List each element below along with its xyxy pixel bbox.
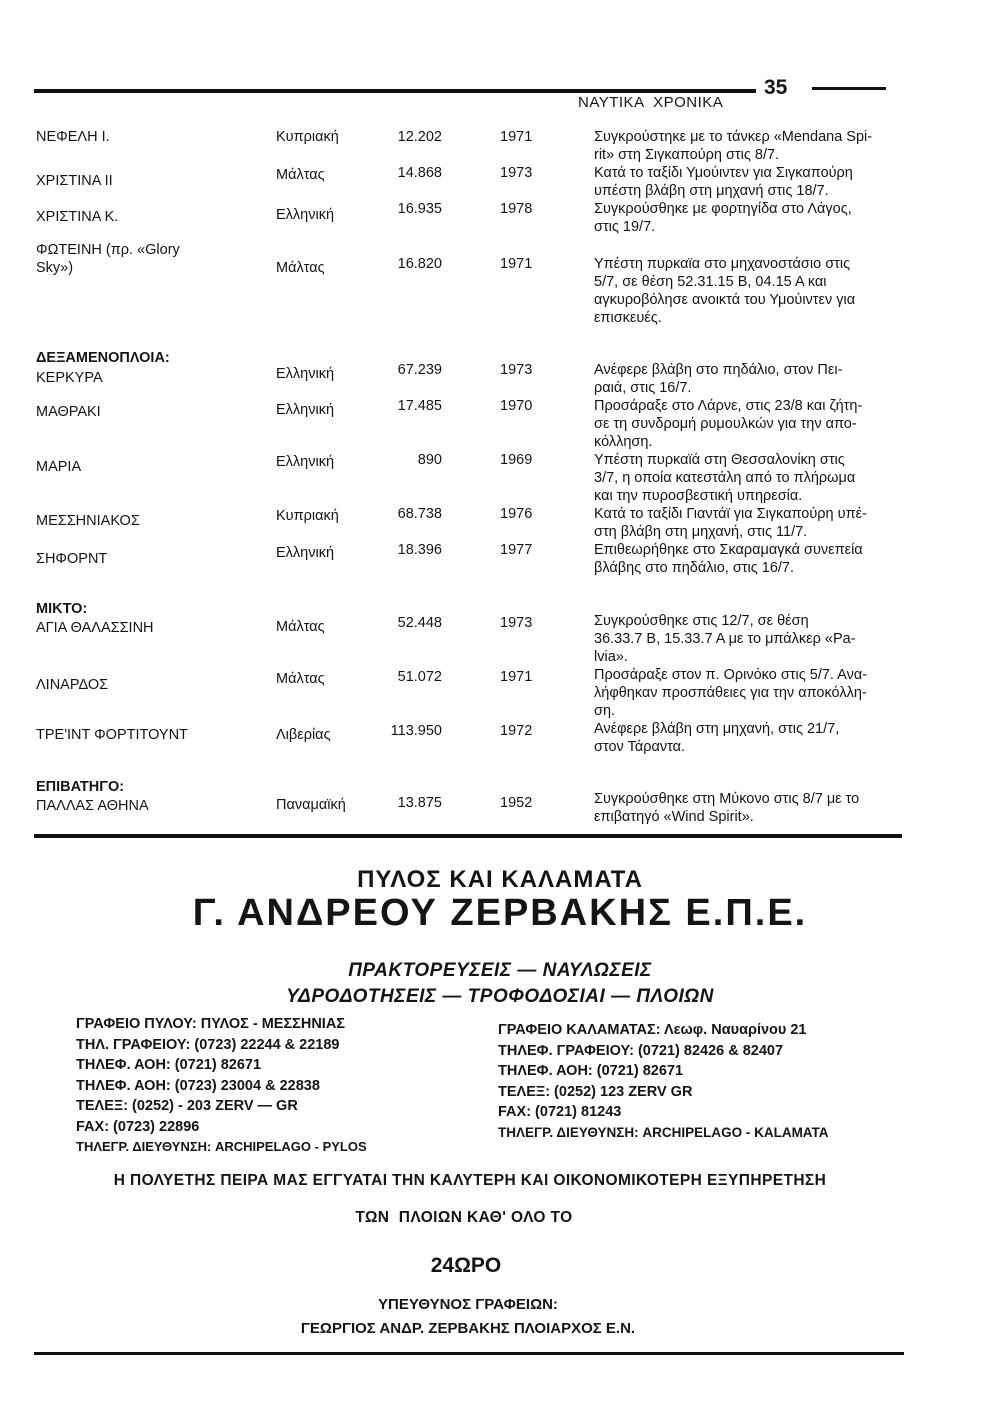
note-line: Κατά το ταξίδι Υμούιντεν για Σιγκαπούρη	[594, 165, 853, 181]
ship-year: 1973	[500, 165, 533, 181]
note-line: Συγκρούσθηκε στις 12/7, σε θέση	[594, 613, 809, 629]
note-line: στον Τάραντα.	[594, 739, 686, 755]
ship-name: ΜΑΡΙΑ	[36, 459, 82, 475]
note-line: Υπέστη πυρκαϊά στη Θεσσαλονίκη στις	[594, 452, 845, 468]
ship-flag: Κυπριακή	[276, 508, 339, 524]
ship-year: 1971	[500, 256, 533, 272]
ship-flag: Ελληνική	[276, 366, 335, 382]
note-line: rit» στη Σιγκαπούρη στις 8/7.	[594, 147, 780, 163]
ship-year: 1978	[500, 201, 533, 217]
ship-year: 1971	[500, 129, 533, 145]
incident-note	[594, 164, 894, 200]
note-line: επιβατηγό «Wind Spirit».	[594, 809, 754, 825]
note-line: σε τη συνδρομή ρυμουλκών για την απο-	[594, 416, 857, 432]
note-line: Προσάραξε στο Λάρνε, στις 23/8 και ζήτη-	[594, 398, 863, 414]
note-line: 36.33.7 Β, 15.33.7 Α με το μπάλκερ «Pa-	[594, 631, 856, 647]
ship-tonnage: 17.485	[397, 398, 442, 414]
ship-flag: Λιβερίας	[276, 727, 331, 743]
ship-name: ΝΕΦΕΛΗ Ι.	[36, 129, 110, 145]
incident-note	[594, 541, 894, 577]
note-line: κόλληση.	[594, 434, 653, 450]
office-line: ΤΗΛΕΓΡ. ΔΙΕΥΘΥΝΣΗ: ARCHIPELAGO - PYLOS	[76, 1139, 367, 1154]
office-line: ΤΗΛΕΦ. ΑΟΗ: (0723) 23004 & 22838	[76, 1077, 320, 1094]
note-line: και την πυροσβεστική υπηρεσία.	[594, 488, 803, 504]
ship-flag: Ελληνική	[276, 207, 335, 223]
ship-flag: Μάλτας	[276, 671, 325, 687]
incident-note	[594, 255, 894, 327]
pylos-office	[76, 1014, 367, 1158]
incident-note	[594, 790, 894, 826]
ship-flag: Ελληνική	[276, 545, 335, 561]
office-line: FAX: (0723) 22896	[76, 1118, 200, 1135]
ship-year: 1972	[500, 723, 533, 739]
note-line: λήφθηκαν προσπάθειες για την αποκόλλη-	[594, 685, 867, 701]
incident-note	[594, 361, 894, 397]
ship-year: 1971	[500, 669, 533, 685]
section-heading-tankers: ΔΕΞΑΜΕΝΟΠΛΟΙΑ:	[36, 350, 170, 366]
note-line: 5/7, σε θέση 52.31.15 Β, 04.15 Α και	[594, 274, 827, 290]
ship-name: ΣΗΦΟΡΝΤ	[36, 551, 108, 567]
ship-name: ΧΡΙΣΤΙΝΑ ΙΙ	[36, 173, 113, 189]
office-line: ΤΗΛΕΦ. ΑΟΗ: (0721) 82671	[76, 1057, 262, 1073]
footer-rule	[34, 1352, 904, 1355]
ad-location: ΠΥΛΟΣ ΚΑΙ ΚΑΛΑΜΑΤΑ	[357, 866, 643, 893]
ship-tonnage: 16.820	[397, 256, 442, 272]
note-line: Συγκρούσθηκε στη Μύκονο στις 8/7 με το	[594, 791, 860, 807]
ship-year: 1970	[500, 398, 533, 414]
incident-note	[594, 612, 894, 666]
ship-tonnage: 113.950	[390, 723, 442, 739]
ship-tonnage: 13.875	[397, 795, 442, 811]
ship-year: 1973	[500, 362, 533, 378]
office-line: ΤΗΛΕΦ. ΑΟΗ: (0721) 82671	[498, 1063, 684, 1079]
ship-flag: Μάλτας	[276, 619, 325, 635]
ship-flag: Ελληνική	[276, 454, 335, 470]
note-line: Ανέφερε βλάβη στο πηδάλιο, στον Πει-	[594, 362, 843, 378]
ship-year: 1952	[500, 795, 533, 811]
ship-name: ΛΙΝΑΡΔΟΣ	[36, 677, 109, 693]
section-heading-mixed: ΜΙΚΤΟ:	[36, 601, 88, 617]
note-line: Συγκρούσθηκε με φορτηγίδα στο Λάγος,	[594, 201, 852, 217]
incident-note	[594, 451, 894, 505]
ship-name: ΜΑΘΡΑΚΙ	[36, 404, 101, 420]
ship-name: ΚΕΡΚΥΡΑ	[36, 370, 103, 386]
note-line: στη βλάβη στη μηχανή, στις 11/7.	[594, 524, 808, 540]
office-line: ΤΗΛΕΓΡ. ΔΙΕΥΘΥΝΣΗ: ARCHIPELAGO - KALAMATA	[498, 1124, 829, 1140]
ad-top-rule	[34, 834, 902, 838]
ad-services-line2: ΥΔΡΟΔΟΤΗΣΕΙΣ — ΤΡΟΦΟΔΟΣΙΑΙ — ΠΛΟΙΩΝ	[286, 986, 714, 1007]
office-line: ΤΗΛΕΦ. ΓΡΑΦΕΙΟΥ: (0721) 82426 & 82407	[498, 1042, 784, 1059]
note-line: ση.	[594, 703, 616, 719]
note-line: Επιθεωρήθηκε στο Σκαραμαγκά συνεπεία	[594, 542, 863, 558]
ship-tonnage: 12.202	[397, 129, 442, 145]
kalamata-office	[498, 1020, 829, 1143]
ship-name-line: ΦΩΤΕΙΝΗ (πρ. «Glory	[36, 242, 180, 258]
office-line: FAX: (0721) 81243	[498, 1104, 622, 1120]
ad-manager-name: ΓΕΩΡΓΙΟΣ ΑΝΔΡ. ΖΕΡΒΑΚΗΣ ΠΛΟΙΑΡΧΟΣ Ε.Ν.	[300, 1320, 636, 1337]
page-number: 35	[764, 76, 788, 99]
ship-flag: Μάλτας	[276, 167, 325, 183]
ship-name: ΠΑΛΛΑΣ ΑΘΗΝΑ	[36, 798, 149, 814]
ship-name: ΤΡΕ'ΙΝΤ ΦΟΡΤΙΤΟΥΝΤ	[36, 727, 188, 743]
ship-tonnage: 14.868	[397, 165, 442, 181]
ship-tonnage: 18.396	[397, 542, 442, 558]
office-line: ΤΗΛ. ΓΡΑΦΕΙΟΥ: (0723) 22244 & 22189	[76, 1036, 340, 1053]
ship-name: ΜΕΣΣΗΝΙΑΚΟΣ	[36, 513, 140, 529]
ship-tonnage: 52.448	[397, 615, 442, 631]
ship-flag: Ελληνική	[276, 402, 335, 418]
incident-note	[594, 200, 894, 236]
note-line: Προσάραξε στον π. Ορινόκο στις 5/7. Ανα-	[594, 667, 868, 683]
note-line: 3/7, η οποία κατεστάλη από το πλήρωμα	[594, 470, 856, 486]
office-line: ΓΡΑΦΕΙΟ ΠΥΛΟΥ: ΠΥΛΟΣ - ΜΕΣΣΗΝΙΑΣ	[76, 1016, 346, 1032]
note-line: υπέστη βλάβη στη μηχανή στις 18/7.	[594, 183, 829, 199]
ship-name	[36, 241, 246, 277]
ship-tonnage: 890	[417, 452, 442, 468]
ship-flag: Κυπριακή	[276, 129, 339, 145]
ship-name: ΑΓΙΑ ΘΑΛΑΣΣΙΝΗ	[36, 620, 154, 636]
office-line: ΤΕΛΕΞ: (0252) 123 ZERV GR	[498, 1083, 693, 1100]
note-line: αγκυροβόλησε ανοικτά του Υμούιντεν για	[594, 292, 856, 308]
ship-year: 1976	[500, 506, 533, 522]
note-line: επισκευές.	[594, 310, 662, 326]
ad-manager-label: ΥΠΕΥΘΥΝΟΣ ΓΡΑΦΕΙΩΝ:	[378, 1296, 558, 1313]
note-line: Υπέστη πυρκαϊα στο μηχανοστάσιο στις	[594, 256, 851, 272]
ship-tonnage: 51.072	[397, 669, 442, 685]
ship-tonnage: 68.738	[397, 506, 442, 522]
incident-note	[594, 666, 894, 720]
ad-slogan-line2: ΤΩΝ ΠΛΟΙΩΝ ΚΑΘ' ΟΛΟ ΤΟ	[355, 1209, 573, 1226]
ad-services-line1: ΠΡΑΚΤΟΡΕΥΣΕΙΣ — ΝΑΥΛΩΣΕΙΣ	[348, 960, 652, 981]
header-rule-left	[34, 89, 756, 93]
ad-hours: 24ΩΡΟ	[430, 1254, 502, 1277]
office-line: ΤΕΛΕΞ: (0252) - 203 ZERV — GR	[76, 1098, 298, 1114]
ship-tonnage: 16.935	[397, 201, 442, 217]
ship-flag: Μάλτας	[276, 260, 325, 276]
note-line: Συγκρούστηκε με το τάνκερ «Mendana Spi-	[594, 129, 873, 145]
ad-company-name: Γ. ΑΝΔΡΕΟΥ ΖΕΡΒΑΚΗΣ Ε.Π.Ε.	[192, 892, 808, 934]
ship-tonnage: 67.239	[397, 362, 442, 378]
incident-note	[594, 397, 894, 451]
note-line: lvia».	[594, 649, 628, 665]
running-title: ΝΑΥΤΙΚΑ ΧΡΟΝΙΚΑ	[578, 94, 724, 111]
ship-year: 1977	[500, 542, 533, 558]
note-line: ραιά, στις 16/7.	[594, 380, 692, 396]
note-line: βλάβης στο πηδάλιο, στις 16/7.	[594, 560, 795, 576]
office-line: ΓΡΑΦΕΙΟ ΚΑΛΑΜΑΤΑΣ: Λεωφ. Ναυαρίνου 21	[498, 1022, 807, 1038]
incident-note	[594, 128, 894, 164]
section-heading-passenger: ΕΠΙΒΑΤΗΓΟ:	[36, 779, 125, 795]
ship-year: 1973	[500, 615, 533, 631]
incident-note	[594, 505, 894, 541]
ad-slogan-line1: Η ΠΟΛΥΕΤΗΣ ΠΕΙΡΑ ΜΑΣ ΕΓΓΥΑΤΑΙ ΤΗΝ ΚΑΛΥΤΕΡΗ ΚΑΙ ΟΙΚΟΝΟΜΙΚΟΤΕΡΗ ΕΞΥΠΗΡΕΤΗΣΗ	[113, 1172, 827, 1189]
ship-flag: Παναμαϊκή	[276, 797, 346, 813]
ship-name: ΧΡΙΣΤΙΝΑ Κ.	[36, 209, 119, 225]
incident-note	[594, 720, 894, 756]
note-line: Ανέφερε βλάβη στη μηχανή, στις 21/7,	[594, 721, 840, 737]
note-line: στις 19/7.	[594, 219, 656, 235]
ship-year: 1969	[500, 452, 533, 468]
note-line: Κατά το ταξίδι Γιαντάϊ για Σιγκαπούρη υπέ-	[594, 506, 867, 522]
ship-name-line: Sky»)	[36, 260, 74, 276]
header-rule-right	[812, 87, 886, 90]
